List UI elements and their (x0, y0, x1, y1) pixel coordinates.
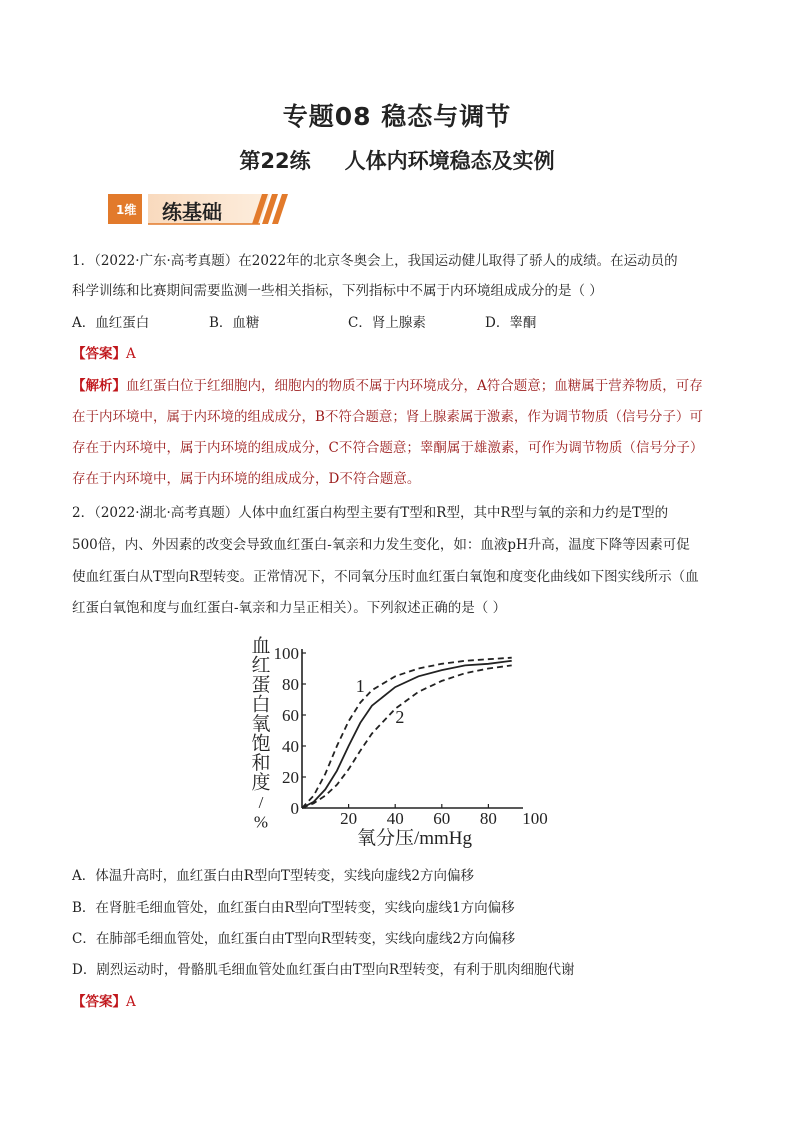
banner-level: 1维 (116, 203, 137, 217)
y-axis-label-char: 饱 (251, 733, 271, 755)
y-tick-label: 100 (273, 644, 299, 663)
y-axis-label-char: 白 (251, 694, 271, 716)
q2-answer-value: A (126, 994, 136, 1010)
page-title: 专题08 稳态与调节 (282, 102, 512, 131)
series-line-solid (302, 661, 512, 808)
q2-option-c: C．在肺部毛细血管处，血红蛋白由T型向R型转变，实线向虚线2方向偏移 (72, 931, 516, 947)
y-axis-label-char: 度 (251, 772, 271, 794)
x-tick-label: 60 (433, 809, 451, 828)
q1-option-d: D．睾酮 (485, 315, 537, 331)
x-tick-label: 80 (479, 809, 497, 828)
y-axis-label-char: % (253, 812, 269, 832)
y-axis-label-char: 红 (251, 655, 271, 677)
q1-option-a: A．血红蛋白 (72, 315, 150, 331)
q2-answer (72, 992, 136, 1012)
q1-analysis-label: 【解析】 (72, 378, 126, 394)
q1-option-b: B．血糖 (209, 315, 260, 331)
page-subtitle (0, 145, 794, 175)
q2-option-b: B．在肾脏毛细血管处，血红蛋白由R型向T型转变，实线向虚线1方向偏移 (72, 900, 515, 916)
q1-option-c: C．肾上腺素 (348, 315, 426, 331)
chart-svg (235, 630, 565, 860)
oxygen-saturation-chart (235, 630, 565, 860)
q1-line-1: 1．（2022·广东·高考真题）在2022年的北京冬奥会上，我国运动健儿取得了骄人的成绩。在运动员的 (72, 253, 678, 269)
x-tick-label: 100 (522, 809, 548, 828)
q1-answer-value: A (126, 346, 136, 362)
y-axis-label-char: / (258, 793, 264, 812)
y-tick-label: 60 (282, 706, 299, 725)
y-tick-label: 0 (290, 799, 299, 818)
x-tick-label: 40 (386, 809, 404, 828)
x-axis-label: 氧分压/mmHg (356, 828, 473, 849)
q1-answer-label: 【答案】 (72, 346, 126, 362)
x-tick-label: 20 (340, 809, 358, 828)
section-banner (100, 188, 290, 228)
series-line-dashed-1 (302, 658, 512, 808)
q2-option-a: A．体温升高时，血红蛋白由R型向T型转变，实线向虚线2方向偏移 (72, 868, 475, 884)
q2-line-2: 500倍，内、外因素的改变会导致血红蛋白-氧亲和力发生变化，如：血液pH升高，温度下降等因素可促 (72, 537, 690, 553)
q1-analysis-text-1: 血红蛋白位于红细胞内，细胞内的物质不属于内环境成分，A符合题意；血糖属于营养物质，可存 (126, 378, 703, 394)
q1-analysis-line-1 (72, 376, 703, 396)
banner-label: 练基础 (162, 200, 222, 224)
subtitle-exercise-number: 第22练 (239, 149, 311, 173)
q2-option-d: D．剧烈运动时，骨骼肌毛细血管处血红蛋白由T型向R型转变，有利于肌肉细胞代谢 (72, 962, 575, 978)
q1-answer (72, 344, 136, 364)
subtitle-topic: 人体内环境稳态及实例 (344, 149, 555, 173)
q2-line-3: 使血红蛋白从T型向R型转变。正常情况下，不同氧分压时血红蛋白氧饱和度变化曲线如下图实线所示（血 (72, 569, 699, 585)
q2-line-1: 2．（2022·湖北·高考真题）人体中血红蛋白构型主要有T型和R型，其中R型与氧的亲和力约是T型的 (72, 505, 669, 521)
y-tick-label: 20 (282, 768, 299, 787)
q2-answer-label: 【答案】 (72, 994, 126, 1010)
y-axis-label-char: 血 (251, 636, 271, 657)
y-axis-label-char: 和 (251, 753, 271, 774)
q1-analysis-line-3: 存在于内环境中，属于内环境的组成成分，C不符合题意；睾酮属于雄激素，可作为调节物质（信号分子） (72, 440, 704, 456)
q1-analysis-line-4: 存在于内环境中，属于内环境的组成成分，D不符合题意。 (72, 471, 421, 487)
y-axis-label-char: 蛋 (251, 675, 271, 696)
q1-analysis-line-2: 在于内环境中，属于内环境的组成成分，B不符合题意；肾上腺素属于激素，作为调节物质（信号分子）可 (72, 409, 703, 425)
y-tick-label: 40 (282, 737, 299, 756)
curve-label: 2 (395, 706, 405, 727)
y-axis-label-char: 氧 (251, 714, 271, 735)
q1-line-2: 科学训练和比赛期间需要监测一些相关指标，下列指标中不属于内环境组成成分的是（ ） (72, 283, 603, 299)
curve-label: 1 (355, 675, 365, 696)
series-line-dashed-2 (302, 665, 512, 808)
y-tick-label: 80 (282, 675, 299, 694)
q2-line-4: 红蛋白氧饱和度与血红蛋白-氧亲和力呈正相关）。下列叙述正确的是（ ） (72, 600, 507, 616)
